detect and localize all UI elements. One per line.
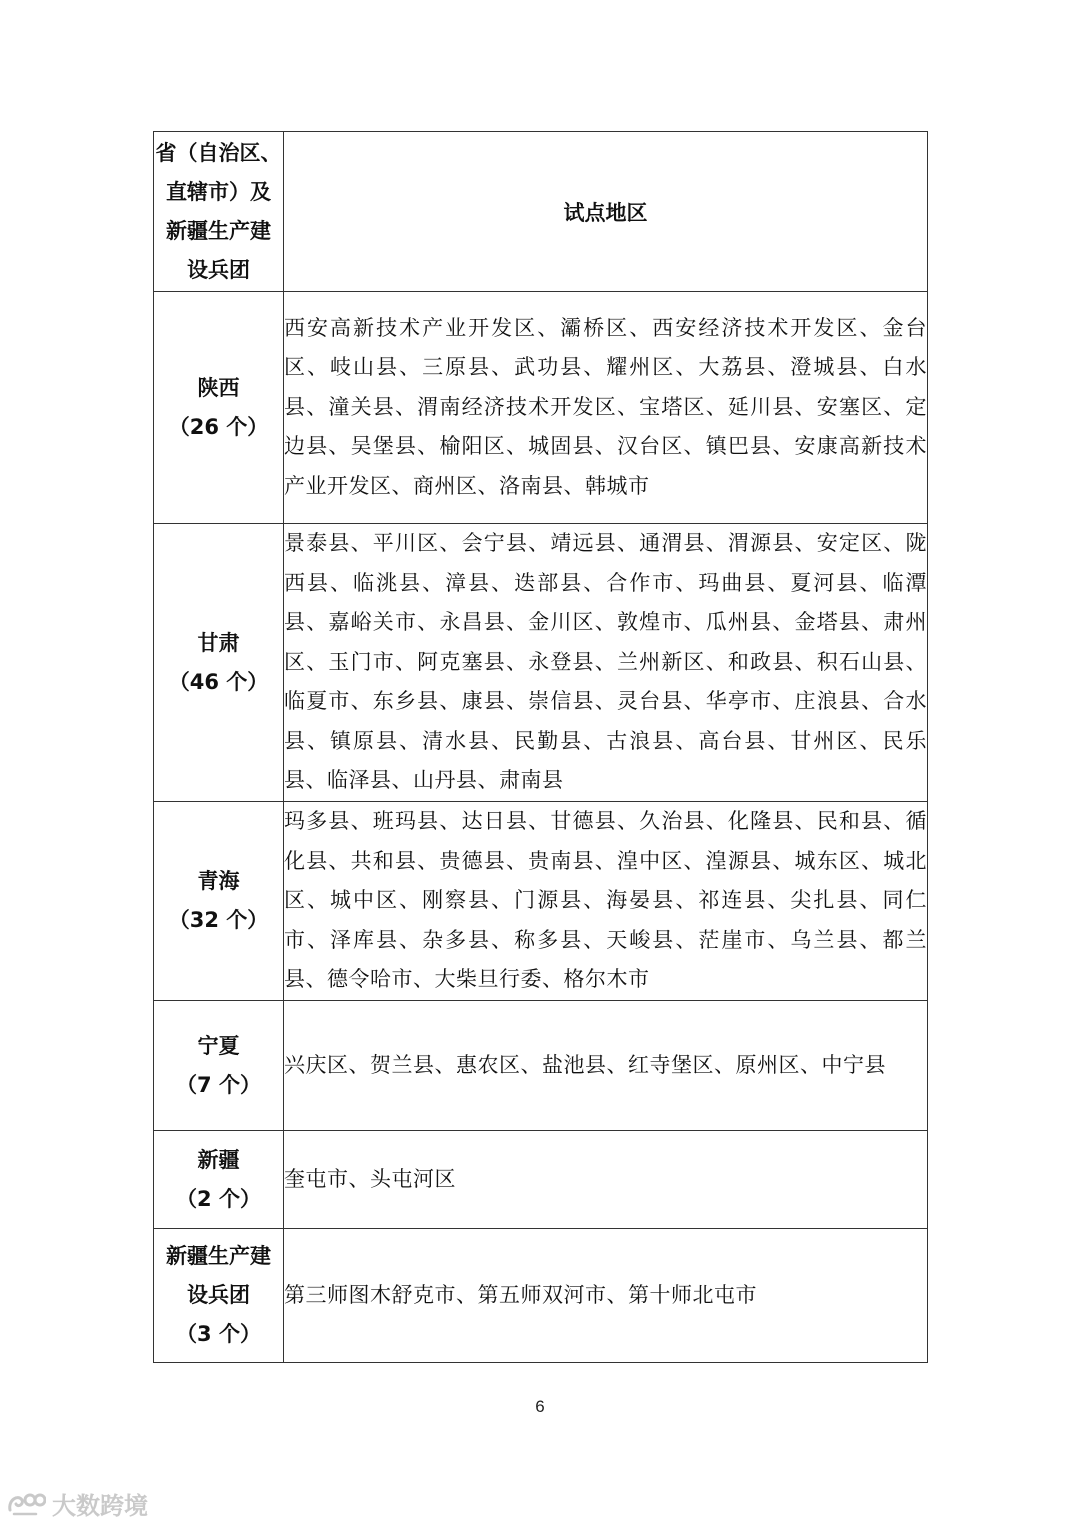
regions-cell: 景泰县、平川区、会宁县、靖远县、通渭县、渭源县、安定区、陇西县、临洮县、漳县、迭部县、合作市、玛曲县、夏河县、临潭县、嘉峪关市、永昌县、金川区、敦煌市、瓜州县、金塔县、肃州区、玉门市、阿克塞县、永登县、兰州新区、和政县、积石山县、临夏市、东乡县、康县、崇信县、灵台县、华亭市、庄浪县、合水县、镇原县、清水县、民勤县、古浪县、高台县、甘州区、民乐县、临泽县、山丹县、肃南县 [284, 524, 928, 802]
province-cell [154, 1131, 284, 1229]
watermark-text: 大数跨境 [52, 1492, 148, 1520]
header-province-line: 新疆生产建 [166, 218, 271, 243]
province-cell [154, 1001, 284, 1131]
regions-cell: 西安高新技术产业开发区、灞桥区、西安经济技术开发区、金台区、岐山县、三原县、武功县、耀州区、大荔县、澄城县、白水县、潼关县、渭南经济技术开发区、宝塔区、延川县、安塞区、定边县、吴堡县、榆阳区、城固县、汉台区、镇巴县、安康高新技术产业开发区、商州区、洛南县、韩城市 [284, 292, 928, 524]
province-cell [154, 524, 284, 802]
header-regions-cell: 试点地区 [284, 132, 928, 292]
table-row [154, 524, 928, 802]
pilot-regions-table [153, 131, 928, 1363]
regions-cell: 玛多县、班玛县、达日县、甘德县、久治县、化隆县、民和县、循化县、共和县、贵德县、贵南县、湟中区、湟源县、城东区、城北区、城中区、刚察县、门源县、海晏县、祁连县、尖扎县、同仁市、泽库县、杂多县、称多县、天峻县、茫崖市、乌兰县、都兰县、德令哈市、大柴旦行委、格尔木市 [284, 802, 928, 1001]
table-row [154, 292, 928, 524]
province-name: 宁夏 [197, 1033, 240, 1058]
province-name: 甘肃 [197, 630, 240, 655]
province-name: 陕西 [197, 375, 240, 400]
province-count: （32 个） [168, 908, 269, 932]
province-cell [154, 292, 284, 524]
province-name: 青海 [197, 869, 240, 893]
header-province-line: 省（自治区、 [155, 140, 282, 165]
province-count: （2 个） [176, 1186, 261, 1211]
province-count: （7 个） [176, 1072, 261, 1097]
table-row [154, 1229, 928, 1363]
regions-cell: 兴庆区、贺兰县、惠农区、盐池县、红寺堡区、原州区、中宁县 [284, 1001, 928, 1131]
province-name-line: 新疆生产建 [166, 1244, 271, 1268]
regions-cell: 奎屯市、头屯河区 [284, 1131, 928, 1229]
table-row [154, 1001, 928, 1131]
table-row [154, 1131, 928, 1229]
table-row [154, 802, 928, 1001]
province-name: 新疆 [197, 1147, 240, 1172]
table-header-row [154, 132, 928, 292]
header-province-cell [154, 132, 284, 292]
header-province-line: 直辖市）及 [166, 179, 271, 204]
header-province-line: 设兵团 [187, 257, 250, 282]
province-cell [154, 1229, 284, 1363]
page-number: 6 [535, 1397, 545, 1416]
province-count: （46 个） [168, 669, 269, 694]
regions-cell: 第三师图木舒克市、第五师双河市、第十师北屯市 [284, 1229, 928, 1363]
province-cell [154, 802, 284, 1001]
province-name-line: 设兵团 [187, 1283, 250, 1307]
province-count: （26 个） [168, 414, 269, 439]
watermark-logo-icon [6, 1490, 46, 1518]
watermark [6, 1486, 148, 1521]
province-count: （3 个） [176, 1322, 261, 1346]
